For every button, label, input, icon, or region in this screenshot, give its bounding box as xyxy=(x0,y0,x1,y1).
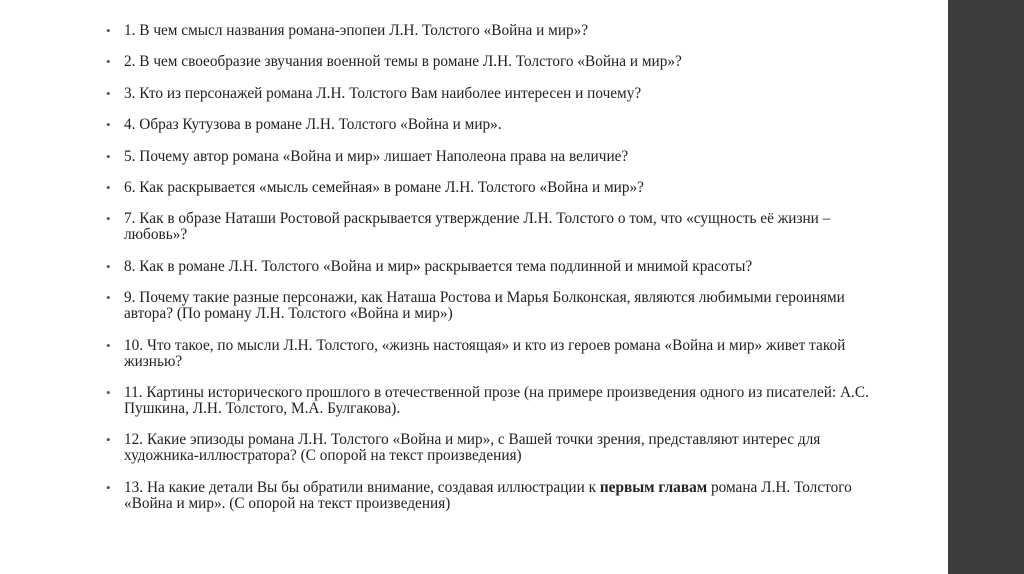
list-item-text: 4. Образ Кутузова в романе Л.Н. Толстого «Война и мир». xyxy=(124,116,502,134)
list-item-text: 2. В чем своеобразие звучания военной темы в романе Л.Н. Толстого «Война и мир»? xyxy=(124,53,682,71)
bullet-icon: • xyxy=(106,117,111,133)
list-item-text xyxy=(124,479,852,512)
list-item-text-part: романа Л.Н. Толстого «Война и мир». (С опорой на текст произведения) xyxy=(124,478,852,512)
list-item-text: 5. Почему автор романа «Война и мир» лишает Наполеона права на величие? xyxy=(124,147,629,165)
bullet-icon: • xyxy=(106,148,111,164)
list-item xyxy=(106,211,876,243)
list-item-bold-text: первым главам xyxy=(599,478,708,496)
list-item-text: 11. Картины исторического прошлого в отечественной прозе (на примере произведения одного из писателей: А.С. Пушкина, Л.Н. Толстого, М.А. Булгакова). xyxy=(124,383,869,417)
list-item xyxy=(106,338,876,370)
side-panel xyxy=(948,0,1024,574)
bullet-icon: • xyxy=(106,290,111,306)
bullet-icon: • xyxy=(106,479,111,495)
list-item xyxy=(106,86,876,102)
list-item xyxy=(106,259,876,275)
question-list xyxy=(106,23,876,527)
list-item xyxy=(106,149,876,165)
list-item xyxy=(106,480,876,512)
list-item xyxy=(106,117,876,133)
list-item xyxy=(106,290,876,322)
list-item xyxy=(106,432,876,464)
bullet-icon: • xyxy=(106,23,111,38)
list-item-text: 9. Почему такие разные персонажи, как Наташа Ростова и Марья Болконская, являются любимыми героинями автора? (По роману Л.Н. Толстого «Война и мир») xyxy=(124,289,845,323)
list-item-text-part: 13. На какие детали Вы бы обратили внимание, создавая иллюстрации к xyxy=(124,478,600,496)
bullet-icon: • xyxy=(106,337,111,353)
list-item-text: 10. Что такое, по мысли Л.Н. Толстого, «жизнь настоящая» и кто из героев романа «Война и мир» живет такой жизнью? xyxy=(124,336,846,370)
bullet-icon: • xyxy=(106,179,111,195)
bullet-icon: • xyxy=(106,211,111,227)
list-item-text: 1. В чем смысл названия романа-эпопеи Л.Н. Толстого «Война и мир»? xyxy=(124,22,589,39)
list-item xyxy=(106,54,876,70)
list-item-text: 12. Какие эпизоды романа Л.Н. Толстого «Война и мир», с Вашей точки зрения, представляют интерес для художника-иллюстратора? (С опорой на текст произведения) xyxy=(124,431,821,465)
list-item xyxy=(106,180,876,196)
bullet-icon: • xyxy=(106,432,111,448)
bullet-icon: • xyxy=(106,54,111,70)
list-item xyxy=(106,385,876,417)
list-item-text: 6. Как раскрывается «мысль семейная» в романе Л.Н. Толстого «Война и мир»? xyxy=(124,178,644,196)
list-item-text: 7. Как в образе Наташи Ростовой раскрывается утверждение Л.Н. Толстого о том, что «сущность её жизни – любовь»? xyxy=(124,210,831,244)
bullet-icon: • xyxy=(106,85,111,101)
bullet-icon: • xyxy=(106,384,111,400)
bullet-icon: • xyxy=(106,258,111,274)
list-item xyxy=(106,23,876,39)
list-item-text: 3. Кто из персонажей романа Л.Н. Толстого Вам наиболее интересен и почему? xyxy=(124,84,642,102)
list-item-text: 8. Как в романе Л.Н. Толстого «Война и мир» раскрывается тема подлинной и мнимой красоты? xyxy=(124,257,753,275)
